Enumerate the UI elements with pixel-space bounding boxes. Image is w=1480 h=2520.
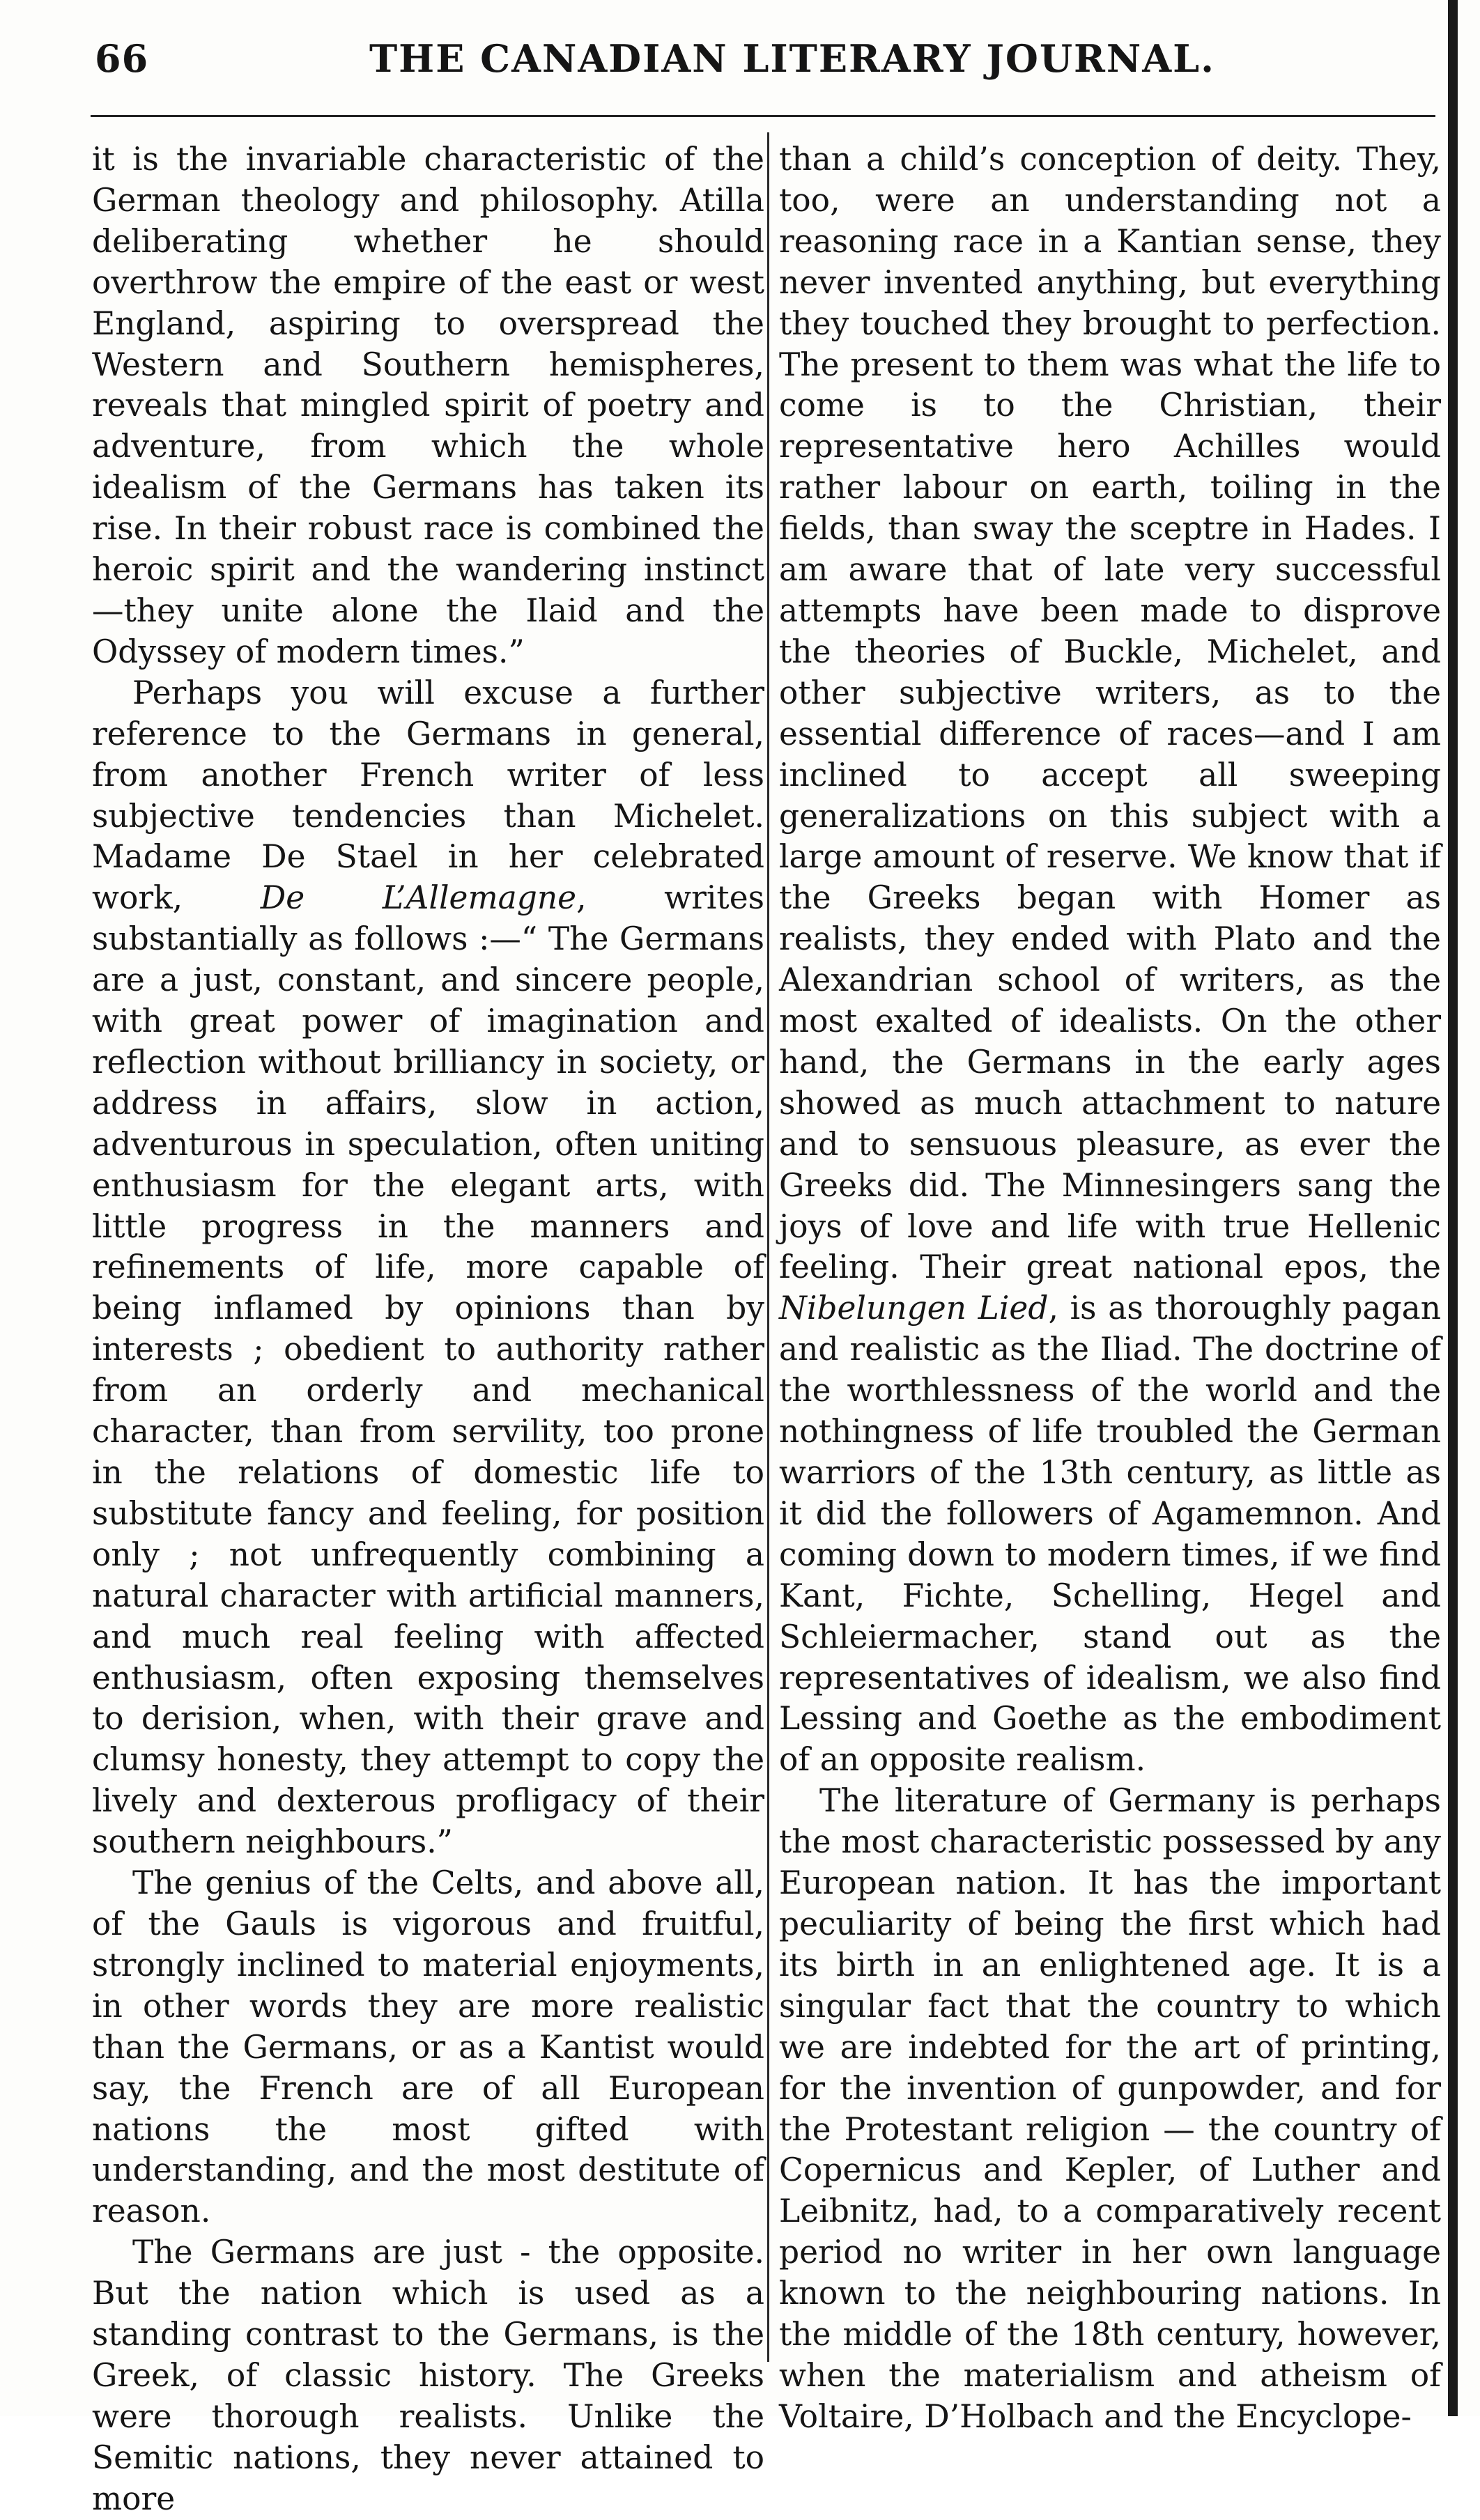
page-header xyxy=(84,28,1408,91)
left-column xyxy=(92,139,764,2520)
right-paragraph-1 xyxy=(779,139,1441,1781)
left-paragraph-2-text-a: Perhaps you will excuse a further reference to the Germans in general, from another French writer of less subjective tendencies than Michelet. Madame De Stael in her celebrated work, xyxy=(92,674,764,917)
left-paragraph-3: The genius of the Celts, and above all, of the Gauls is vigorous and fruitful, strongly inclined to material enjoyments, in other words they are more realistic than the Germans, or as a Kantist would say, the French are of all European nations the most gifted with understanding, and the most destitute of reason. xyxy=(92,1864,764,2230)
right-paragraph-2: The literature of Germany is perhaps the most characteristic possessed by any European nation. It has the important peculiarity of being the first which had its birth in an enlightened age. It is a singular fact that the country to which we are indebted for the art of printing, for the invention of gunpowder, and for the Protestant religion — the country of Copernicus and Kepler, of Luther and Leibnitz, had, to a comparatively recent period no writer in her own language known to the neighbouring nations. In the middle of the 18th century, however, when the materialism and atheism of Voltaire, D’Holbach and the Encyclope- xyxy=(779,1782,1441,2435)
left-paragraph-4: The Germans are just - the opposite. But the nation which is used as a standing contrast to the Germans, is the Greek, of classic history. The Greeks were thorough realists. Unlike the Semitic nations, they never attained to more xyxy=(92,2234,764,2517)
book-title-de-lallemagne: De L’Allemagne xyxy=(260,879,577,917)
page-edge-border xyxy=(1448,0,1458,2416)
right-paragraph-1-text-a: than a child’s conception of deity. They, too, were an understanding not a reasoning race in a Kantian sense, they never invented anything, but everything they touched they brought to perfection. The present to them was what the life to come is to the Christian, their representative hero Achilles would rather labour on earth, toiling in the fields, than sway the sceptre in Hades. I am aware that of late very successful attempts have been made to disprove the theories of Buckle, Michelet, and other subjective writers, as to the essential difference of races—and I am inclined to accept all sweeping generalizations on this subject with a large amount of reserve. We know that if the Greeks began with Homer as realists, they ended with Plato and the Alexandrian school of writers, as the most exalted of idealists. On the other hand, the Germans in the early ages showed as much attachment to nature and to sensuous pleasure, as ever the Greeks did. The Minnesingers sang the joys of love and life with true Hellenic feeling. Their great national epos, the xyxy=(779,141,1441,1286)
running-title: THE CANADIAN LITERARY JOURNAL. xyxy=(369,36,1215,81)
left-paragraph-2 xyxy=(92,673,764,1863)
right-paragraph-1-text-b: , is as thoroughly pagan and realistic as the Iliad. The doctrine of the worthlessness of the world and the nothingness of life troubled the German warriors of the 13th century, as little as it did the followers of Agamemnon. And coming down to modern times, if we find Kant, Fichte, Schelling, Hegel and Schleiermacher, stand out as the representatives of idealism, we also find Lessing and Goethe as the embodiment of an opposite realism. xyxy=(779,1290,1441,1779)
page-number: 66 xyxy=(95,36,149,81)
header-rule xyxy=(91,115,1435,117)
right-column xyxy=(779,139,1441,2438)
left-paragraph-1: it is the invariable characteristic of the German theology and philosophy. Atilla deliberating whether he should overthrow the empire of the east or west England, aspiring to overspread the Western and Southern hemispheres, reveals that mingled spirit of poetry and adventure, from which the whole idealism of the Germans has taken its rise. In their robust race is combined the heroic spirit and the wandering instinct —they unite alone the Ilaid and the Odyssey of modern times.” xyxy=(92,141,764,670)
book-title-nibelungen-lied: Nibelungen Lied xyxy=(779,1290,1049,1327)
column-divider xyxy=(767,132,769,2362)
left-paragraph-2-text-b: , writes substantially as follows :—“ The Germans are a just, constant, and sincere people, with great power of imagination and reflection without brilliancy in society, or address in affairs, slow in action, adventurous in speculation, often uniting enthusiasm for the elegant arts, with little progress in the manners and refinements of life, more capable of being inflamed by opinions than by interests ; obedient to authority rather from an orderly and mechanical character, than from servility, too prone in the relations of domestic life to substitute fancy and feeling, for position only ; not unfrequently combining a natural character with artificial manners, and much real feeling with affected enthusiasm, often exposing themselves to derision, when, with their grave and clumsy honesty, they attempt to copy the lively and dexterous profligacy of their southern neighbours.” xyxy=(92,879,764,1861)
